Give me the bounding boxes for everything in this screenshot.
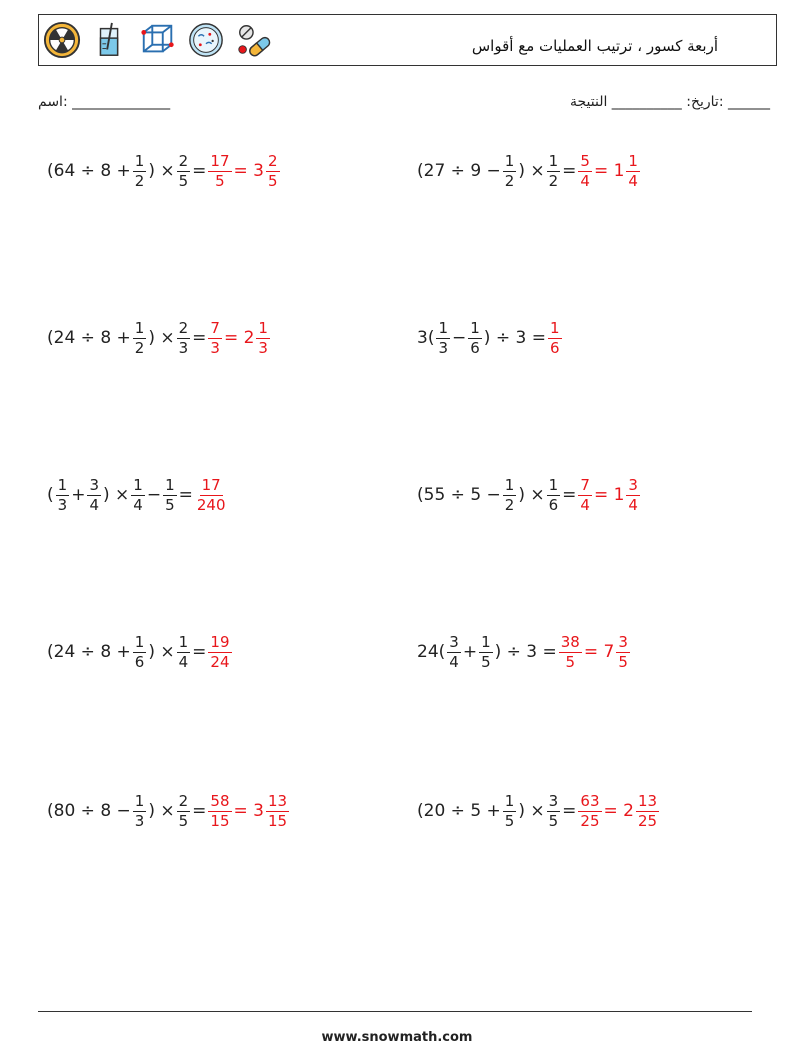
denominator: 24 xyxy=(210,652,230,671)
footer-divider xyxy=(38,1011,752,1012)
fraction xyxy=(626,151,640,190)
denominator: 5 xyxy=(165,495,175,514)
numerator: 1 xyxy=(504,151,515,170)
answer xyxy=(577,475,641,514)
problem-2 xyxy=(416,146,641,196)
radiation-icon xyxy=(43,21,81,59)
numerator: 17 xyxy=(210,151,230,170)
problem-4 xyxy=(416,313,563,363)
expression-text: ) × xyxy=(148,801,175,821)
fraction xyxy=(266,791,289,830)
numerator: 1 xyxy=(548,475,559,494)
footer-url: www.snowmath.com xyxy=(321,1030,473,1045)
numerator: 13 xyxy=(267,791,288,810)
numerator: 1 xyxy=(438,318,448,337)
fraction xyxy=(177,151,191,190)
expression-text: (80 ÷ 8 − xyxy=(47,801,131,821)
expression-text: (27 ÷ 9 − xyxy=(417,161,501,181)
denominator: 2 xyxy=(134,171,145,190)
expression-text: ( xyxy=(47,485,54,505)
numerator: 3 xyxy=(618,632,628,651)
denominator: 3 xyxy=(258,338,268,357)
fraction xyxy=(547,475,561,514)
expression-text: (20 ÷ 5 + xyxy=(417,801,501,821)
fraction xyxy=(208,791,231,830)
expression-text: = 1 xyxy=(593,161,625,181)
numerator: 1 xyxy=(134,151,145,170)
worksheet-title: أربعة كسور ، ترتيب العمليات مع أقواس xyxy=(471,37,718,55)
fraction xyxy=(503,791,517,830)
date-result-line: ______ :تاريخ: __________ النتيجة xyxy=(569,94,770,110)
expression-text: = xyxy=(192,328,207,348)
denominator: 15 xyxy=(210,811,230,830)
numerator: 1 xyxy=(548,151,559,170)
denominator: 3 xyxy=(438,338,448,357)
answer xyxy=(558,632,631,671)
numerator: 17 xyxy=(201,475,221,494)
expression-text: = 2 xyxy=(223,328,255,348)
denominator: 6 xyxy=(548,495,559,514)
numerator: 13 xyxy=(637,791,658,810)
fraction xyxy=(256,318,270,357)
numerator: 1 xyxy=(134,632,145,651)
fraction xyxy=(195,475,228,514)
fraction xyxy=(131,475,145,514)
fraction xyxy=(133,791,147,830)
numerator: 1 xyxy=(165,475,175,494)
denominator: 3 xyxy=(178,338,189,357)
numerator: 2 xyxy=(178,318,189,337)
numerator: 1 xyxy=(628,151,638,170)
expression-text: = 2 xyxy=(603,801,634,821)
answer xyxy=(207,151,280,190)
fraction xyxy=(133,151,147,190)
numerator: 2 xyxy=(178,151,189,170)
denominator: 2 xyxy=(134,338,145,357)
denominator: 3 xyxy=(210,338,220,357)
problem-7 xyxy=(46,627,233,677)
fraction xyxy=(503,151,517,190)
expression-text: (64 ÷ 8 + xyxy=(47,161,131,181)
denominator: 5 xyxy=(178,171,189,190)
numerator: 1 xyxy=(470,318,480,337)
fraction xyxy=(163,475,177,514)
numerator: 1 xyxy=(504,791,515,810)
denominator: 5 xyxy=(178,811,189,830)
denominator: 5 xyxy=(565,652,576,671)
fraction xyxy=(177,632,191,671)
denominator: 2 xyxy=(504,495,515,514)
expression-text: = xyxy=(562,801,577,821)
denominator: 4 xyxy=(580,495,590,514)
expression-text: ) × xyxy=(102,485,130,505)
fraction xyxy=(87,475,101,514)
fraction xyxy=(547,151,561,190)
denominator: 2 xyxy=(548,171,559,190)
fraction xyxy=(447,632,461,671)
expression-text: ) × xyxy=(518,801,545,821)
expression-text: = 3 xyxy=(233,161,264,181)
expression-text: = 3 xyxy=(233,801,264,821)
expression-text: ) × xyxy=(518,485,545,505)
expression-text: = xyxy=(562,485,577,505)
answer xyxy=(207,632,232,671)
fraction xyxy=(208,318,222,357)
answer xyxy=(577,151,641,190)
expression-text: = 1 xyxy=(593,485,625,505)
answer xyxy=(577,791,660,830)
expression-text: − xyxy=(452,328,467,348)
answer xyxy=(547,318,563,357)
expression-text: (24 ÷ 8 + xyxy=(47,642,131,662)
fraction xyxy=(208,151,231,190)
denominator: 4 xyxy=(628,171,638,190)
numerator: 1 xyxy=(134,318,145,337)
denominator: 5 xyxy=(504,811,515,830)
fraction xyxy=(479,632,493,671)
fraction xyxy=(133,318,147,357)
numerator: 38 xyxy=(560,632,580,651)
expression-text: = xyxy=(192,161,207,181)
denominator: 3 xyxy=(57,495,68,514)
fraction xyxy=(578,475,592,514)
fraction xyxy=(626,475,640,514)
denominator: 240 xyxy=(196,495,226,514)
header-box xyxy=(38,14,777,66)
problem-3 xyxy=(46,313,271,363)
fraction xyxy=(503,475,517,514)
expression-text: + xyxy=(71,485,86,505)
numerator: 63 xyxy=(580,791,600,810)
expression-text: (24 ÷ 8 + xyxy=(47,328,131,348)
pills-icon xyxy=(235,21,273,59)
numerator: 58 xyxy=(210,791,230,810)
expression-text: = 7 xyxy=(583,642,615,662)
expression-text: = xyxy=(178,485,193,505)
problem-5 xyxy=(46,470,229,520)
numerator: 1 xyxy=(504,475,515,494)
petri-dish-icon xyxy=(187,21,225,59)
numerator: 3 xyxy=(628,475,638,494)
fraction xyxy=(578,791,601,830)
numerator: 7 xyxy=(210,318,220,337)
expression-text: ) × xyxy=(148,161,175,181)
fraction xyxy=(559,632,582,671)
expression-text: (55 ÷ 5 − xyxy=(417,485,501,505)
beaker-icon xyxy=(91,21,129,59)
numerator: 1 xyxy=(57,475,68,494)
denominator: 25 xyxy=(637,811,658,830)
numerator: 2 xyxy=(178,791,189,810)
denominator: 5 xyxy=(618,652,628,671)
expression-text: ) ÷ 3 = xyxy=(494,642,557,662)
numerator: 1 xyxy=(134,791,145,810)
fraction xyxy=(578,151,592,190)
denominator: 5 xyxy=(481,652,491,671)
denominator: 4 xyxy=(580,171,590,190)
answer xyxy=(194,475,229,514)
expression-text: = xyxy=(562,161,577,181)
denominator: 6 xyxy=(549,338,560,357)
fraction xyxy=(468,318,482,357)
expression-text: ) ÷ 3 = xyxy=(483,328,546,348)
problem-6 xyxy=(416,470,641,520)
fraction xyxy=(133,632,147,671)
numerator: 7 xyxy=(580,475,590,494)
problem-9 xyxy=(46,786,290,836)
denominator: 4 xyxy=(628,495,638,514)
expression-text: 24( xyxy=(417,642,446,662)
cube-icon xyxy=(139,21,177,59)
numerator: 3 xyxy=(548,791,559,810)
denominator: 5 xyxy=(215,171,225,190)
fraction xyxy=(177,318,191,357)
numerator: 1 xyxy=(178,632,189,651)
fraction xyxy=(177,791,191,830)
denominator: 4 xyxy=(449,652,459,671)
expression-text: ) × xyxy=(518,161,545,181)
fraction xyxy=(616,632,630,671)
numerator: 1 xyxy=(549,318,560,337)
denominator: 4 xyxy=(89,495,99,514)
numerator: 19 xyxy=(210,632,230,651)
problem-8 xyxy=(416,627,631,677)
numerator: 3 xyxy=(449,632,459,651)
denominator: 4 xyxy=(178,652,189,671)
fraction xyxy=(56,475,70,514)
expression-text: 3( xyxy=(417,328,435,348)
expression-text: = xyxy=(192,642,207,662)
fraction xyxy=(636,791,659,830)
denominator: 25 xyxy=(580,811,600,830)
denominator: 3 xyxy=(134,811,145,830)
numerator: 3 xyxy=(89,475,99,494)
numerator: 2 xyxy=(267,151,278,170)
fraction xyxy=(548,318,562,357)
denominator: 5 xyxy=(267,171,278,190)
problem-1 xyxy=(46,146,281,196)
denominator: 15 xyxy=(267,811,288,830)
answer xyxy=(207,791,290,830)
denominator: 5 xyxy=(548,811,559,830)
problem-10 xyxy=(416,786,660,836)
numerator: 1 xyxy=(481,632,491,651)
denominator: 4 xyxy=(133,495,143,514)
expression-text: ) × xyxy=(148,328,175,348)
fraction xyxy=(436,318,450,357)
numerator: 1 xyxy=(258,318,268,337)
name-line: ______________ :اسم xyxy=(38,94,171,110)
expression-text: + xyxy=(462,642,478,662)
denominator: 6 xyxy=(470,338,480,357)
fraction xyxy=(547,791,561,830)
expression-text: = xyxy=(192,801,207,821)
expression-text: ) × xyxy=(148,642,175,662)
denominator: 6 xyxy=(134,652,145,671)
expression-text: − xyxy=(146,485,162,505)
icon-strip xyxy=(43,21,273,59)
fraction xyxy=(208,632,231,671)
numerator: 5 xyxy=(580,151,590,170)
fraction xyxy=(266,151,280,190)
answer xyxy=(207,318,271,357)
denominator: 2 xyxy=(504,171,515,190)
numerator: 1 xyxy=(133,475,143,494)
